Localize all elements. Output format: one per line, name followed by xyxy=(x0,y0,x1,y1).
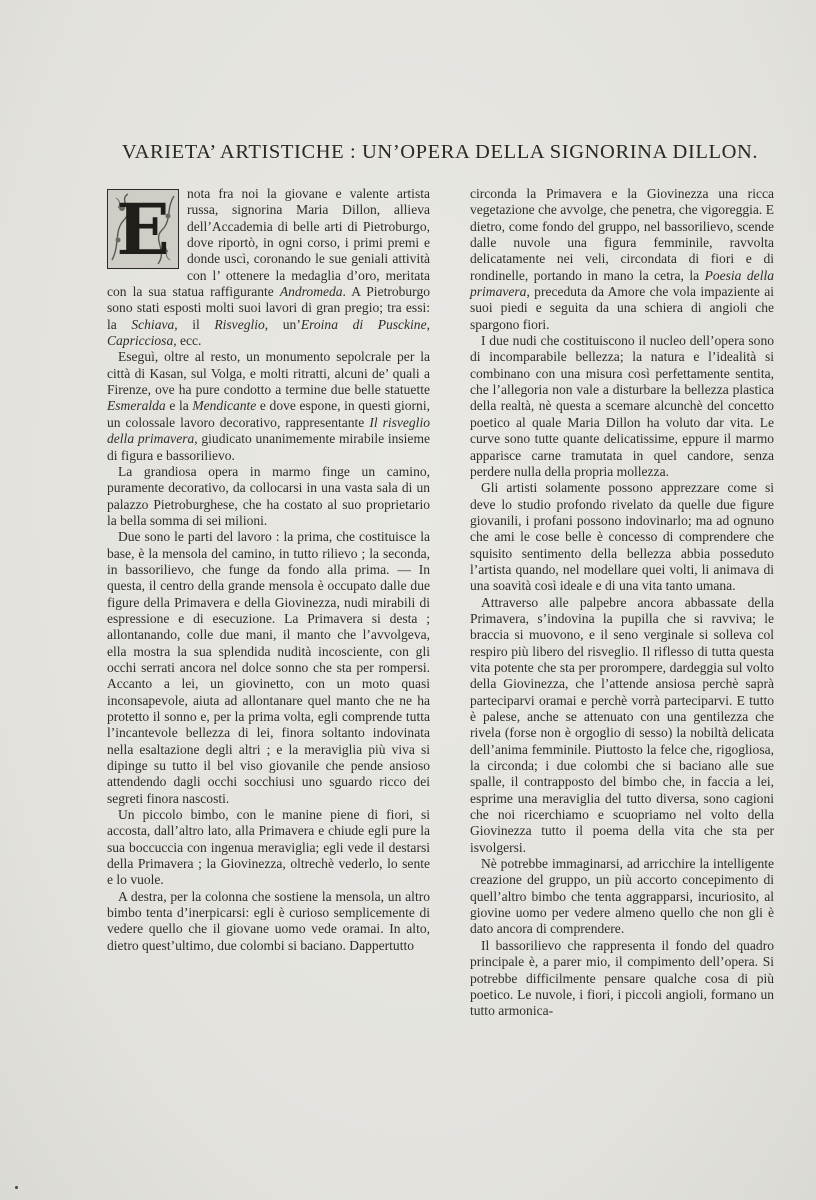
paragraph-12: Il bassorilievo che rappresenta il fondo del quadro principale è, a parer mio, il compimento dell’opera. Si potrebbe difficilmente pensare qualche cosa di più poetico. Le nuvole, i fiori, i piccoli angioli, formano un tutto armonica- xyxy=(470,937,774,1019)
drop-cap-letter: E xyxy=(116,188,170,271)
paragraph-4: Due sono le parti del lavoro : la prima, che costituisce la base, è la mensola del camino, in tutto rilievo ; la seconda, in bassorilievo, che funge da fondo alla prima. — In questa, il centro della grande mensola è occupato dalle due figure della Primavera e della Giovinezza, nudi mirabili di espressione e di esecuzione. La Primavera si desta ; allontanando, colle due mani, il manto che l’avvolgeva, ella mostra la sua splendida nudità incosciente, con gli occhi serrati ancora nel dolce sonno che sta per rompersi. Accanto a lei, un giovinetto, con un moto quasi inconsapevole, aiuta ad allontanare quel manto che ne ha protetto il sonno e, per la prima volta, egli comprende tutta l’incantevole bellezza di lei, finora soltanto indovinata nella esaltazione degli altri ; e la meraviglia più viva si dipinge su tutto il bel viso giovanile che pende ansioso attendendo dagli occhi socchiusi uno sguardo ricco dei segreti finora nascosti. xyxy=(107,529,430,806)
paragraph-6: A destra, per la colonna che sostiene la mensola, un altro bimbo tenta d’inerpicarsi: egli è curioso semplicemente di vedere quello che il giovane uomo vede oramai. In alto, dietro quest’ultimo, due colombi si baciano. Dappertutto xyxy=(107,888,430,953)
paragraph-8: I due nudi che costituiscono il nucleo dell’opera sono di incomparabile bellezza; la natura e l’idealità si combinano con una misura così perfettamente sentita, che l’allegoria non vale a disturbare la bellezza plastica della realtà, nè questa a scemare alcunchè del concetto poetico al quale Maria Dillon ha voluto dar vita. Le curve sono tutte quante delicatissime, eppure il marmo apparisce carne tramutata in quel candore, senza perdere nulla della propria mollezza. xyxy=(470,333,774,479)
paragraph-3: La grandiosa opera in marmo finge un camino, puramente decorativo, da collocarsi in una vasta sala di un palazzo Pietroburghese, che ha costato al suo proprietario la bella somma di sei milioni. xyxy=(107,463,430,528)
paragraph-9: Gli artisti solamente possono apprezzare come si deve lo studio profondo rivelato da quelle due figure giovanili, i profani possono indovinarlo; ma ad ognuno che ami le cose belle è concesso di comprendere che squisito sentimento della bellezza abbia posseduto l’artista quando, nel modellare quei volti, li animava di una soavità così ideale e di una vita tanto umana. xyxy=(470,480,774,594)
right-column xyxy=(470,186,774,1020)
article-title: VARIETA’ ARTISTICHE : UN’OPERA DELLA SIGNORINA DILLON. xyxy=(121,141,759,163)
decorated-initial xyxy=(107,189,179,269)
page-mark xyxy=(15,1186,18,1189)
paragraph-10: Attraverso alle palpebre ancora abbassate della Primavera, s’indovina la pupilla che si ravviva; le braccia si muovono, e il seno verginale si solleva col respiro più libero del risveglio. Il riflesso di tutta questa vita potente che sta per prorompere, dardeggia sul volto della Giovinezza, che l’attende ansiosa perchè saprà parteciparvi oramai e perchè vorrà parteciparvi. E tutto è palese, anche se attenuato con una gentilezza che rivela (forse non è orgoglio di sesso) la nobiltà delicata dell’anima femminile. Piuttosto la felce che, rigogliosa, la circonda; i due colombi che si baciano alle sue spalle, il contrapposto del bimbo che, in faccia a lei, esprime una meraviglia del tutto diversa, sono cagioni che noi ricerchiamo e scuopriamo nel volto della Giovinezza tutto il poema della vita che sta per isvolgersi. xyxy=(470,594,774,855)
paragraph-2: Eseguì, oltre al resto, un monumento sepolcrale per la città di Kasan, sul Volga, e molti ritratti, alcuni de’ quali a Firenze, ove ha pure condotto a termine due belle statuette Esmeralda e la Mendicante e dove espone, in questi giorni, un colossale lavoro decorativo, rappresentante Il risveglio della primavera, giudicato unanimemente mirabile insieme di figura e bassorilievo. xyxy=(107,349,430,463)
paragraph-7: circonda la Primavera e la Giovinezza una ricca vegetazione che avvolge, che penetra, che vigoreggia. E dietro, come fondo del gruppo, nel bassorilievo, scende dalle nuvole una figura femminile, ravvolta delicatamente nei veli, circondata di fiori e di rondinelle, portando in mano la cetra, la Poesia della primavera, preceduta da Amore che vola impaziente ai suoi piedi e seguita da una schiera di angioli che spargono fiori. xyxy=(470,186,774,332)
paragraph-11: Nè potrebbe immaginarsi, ad arricchire la intelligente creazione del gruppo, un più accorto concepimento di quell’altro bimbo che tenta aggrapparsi, incuriosito, al giovine uomo per vedere almeno quello che non gli è dato ancora di comprendere. xyxy=(470,856,774,937)
paragraph-1: E nota fra noi la giovane e valente artista russa, signorina Maria Dillon, allieva dell’Accademia di belle arti di Pietroburgo, dove riportò, in ogni corso, i primi premi e donde uscì, coronando le sue geniali attività con l’ ottenere la medaglia d’oro, meritata con la sua statua raffigurante Andromeda. A Pietroburgo sono stati esposti molti suoi lavori di gran pregio; tra essi: la Schiava, il Risveglio, un’Eroina di Pusckine, Capricciosa, ecc. xyxy=(107,186,430,349)
left-column xyxy=(107,186,430,954)
paragraph-5: Un piccolo bimbo, con le manine piene di fiori, si accosta, dall’altro lato, alla Primavera e chiude egli pure la sua boccuccia con ingenua meraviglia; egli vede il destarsi della Primavera ; la Giovinezza, oltrechè vederlo, lo sente e lo vuole. xyxy=(107,807,430,888)
